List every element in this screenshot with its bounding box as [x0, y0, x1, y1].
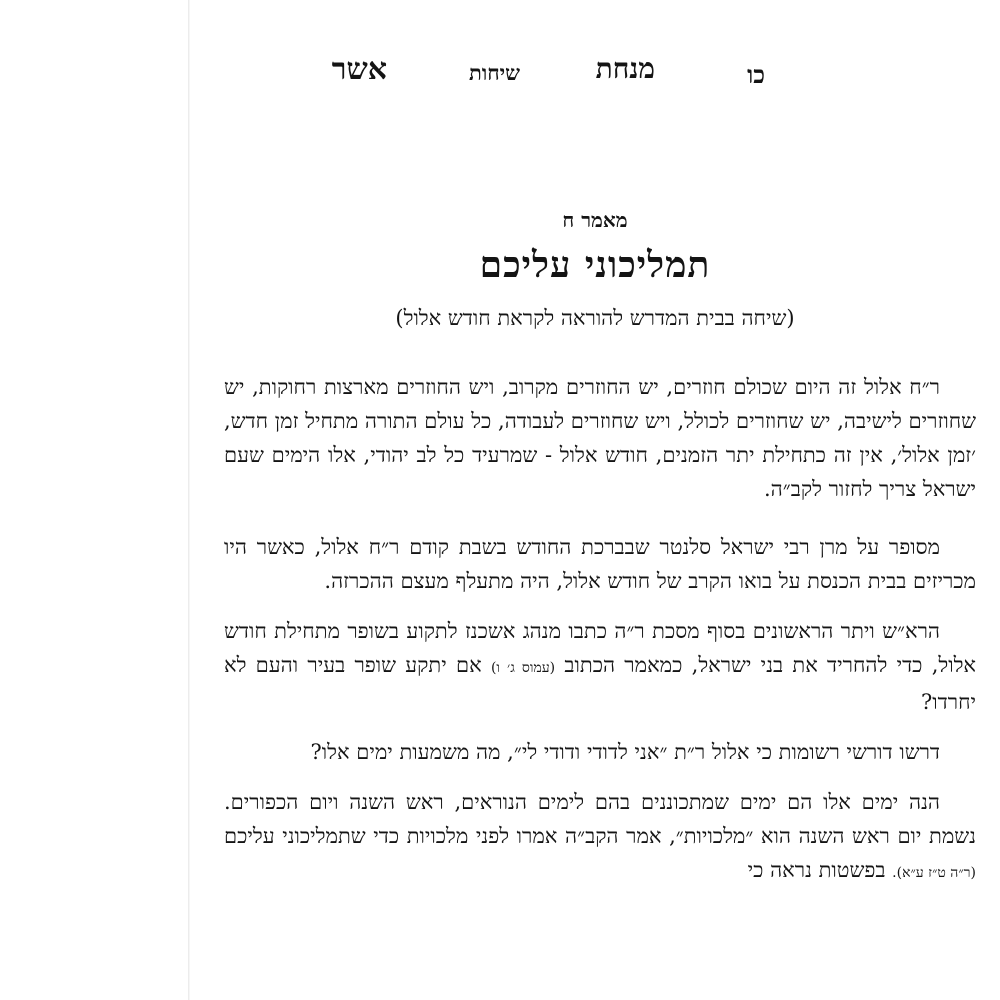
- running-head: [285, 52, 765, 96]
- page-edge-shadow: [188, 0, 190, 1000]
- section-label: מאמר ח: [562, 208, 628, 232]
- running-head-word-1: מנחת: [595, 52, 655, 85]
- paragraph: [224, 785, 976, 890]
- page-number: כו: [747, 60, 765, 89]
- running-head-word-2: שיחות: [469, 60, 520, 85]
- source-reference: (ר״ה ט״ז ע״א).: [892, 865, 976, 881]
- running-head-word-3: אשר: [331, 52, 387, 87]
- paragraph-text-continued: בפשטות נראה כי: [747, 858, 886, 882]
- paragraph-text: ר״ח אלול זה היום שכולם חוזרים, יש החוזרים מקרוב, ויש החוזרים מארצות רחוקות, יש שחוזרים לישיבה, יש שחוזרים לכולל, ויש שחוזרים לעבודה, כל עולם התורה מתחיל זמן חדש, ׳זמן אלול׳, אין זה כתחילת יתר הזמנים, חודש אלול - שמרעיד כל לב יהודי, אלו הימים שעם ישראל צריך לחזור לקב״ה.: [224, 375, 976, 501]
- chapter-title: תמליכוני עליכם: [479, 244, 711, 286]
- body-text: [224, 370, 976, 890]
- paragraph: [224, 530, 976, 598]
- paragraph-text-continued: אם יתקע שופר בעיר והעם לא יחרדו?: [224, 653, 976, 714]
- paragraph-text: מסופר על מרן רבי ישראל סלנטר שבברכת החודש בשבת קודם ר״ח אלול, כאשר היו מכריזים בבית הכנסת על בואו הקרב של חודש אלול, היה מתעלף מעצם ההכרזה.: [224, 535, 976, 593]
- paragraph: [224, 614, 976, 719]
- chapter-subtitle: (שיחה בבית המדרש להוראה לקראת חודש אלול): [395, 306, 795, 330]
- source-reference: (עמוס ג׳ ו): [490, 660, 556, 676]
- paragraph-text: דרשו דורשי רשומות כי אלול ר״ת ״אני לדודי ודודי לי״, מה משמעות ימים אלו?: [310, 740, 940, 764]
- paragraph: [224, 370, 976, 506]
- paragraph: [224, 735, 976, 769]
- paragraph-text: הנה ימים אלו הם ימים שמתכוננים בהם לימים הנוראים, ראש השנה ויום הכפורים. נשמת יום ראש השנה הוא ״מלכויות״, אמר הקב״ה אמרו לפני מלכויות כדי שתמליכוני עליכם: [224, 790, 976, 848]
- paragraph-text: הרא״ש ויתר הראשונים בסוף מסכת ר״ה כתבו מנהג אשכנז לתקוע בשופר מתחילת חודש אלול, כדי להחריד את בני ישראל, כמאמר הכתוב: [224, 619, 976, 677]
